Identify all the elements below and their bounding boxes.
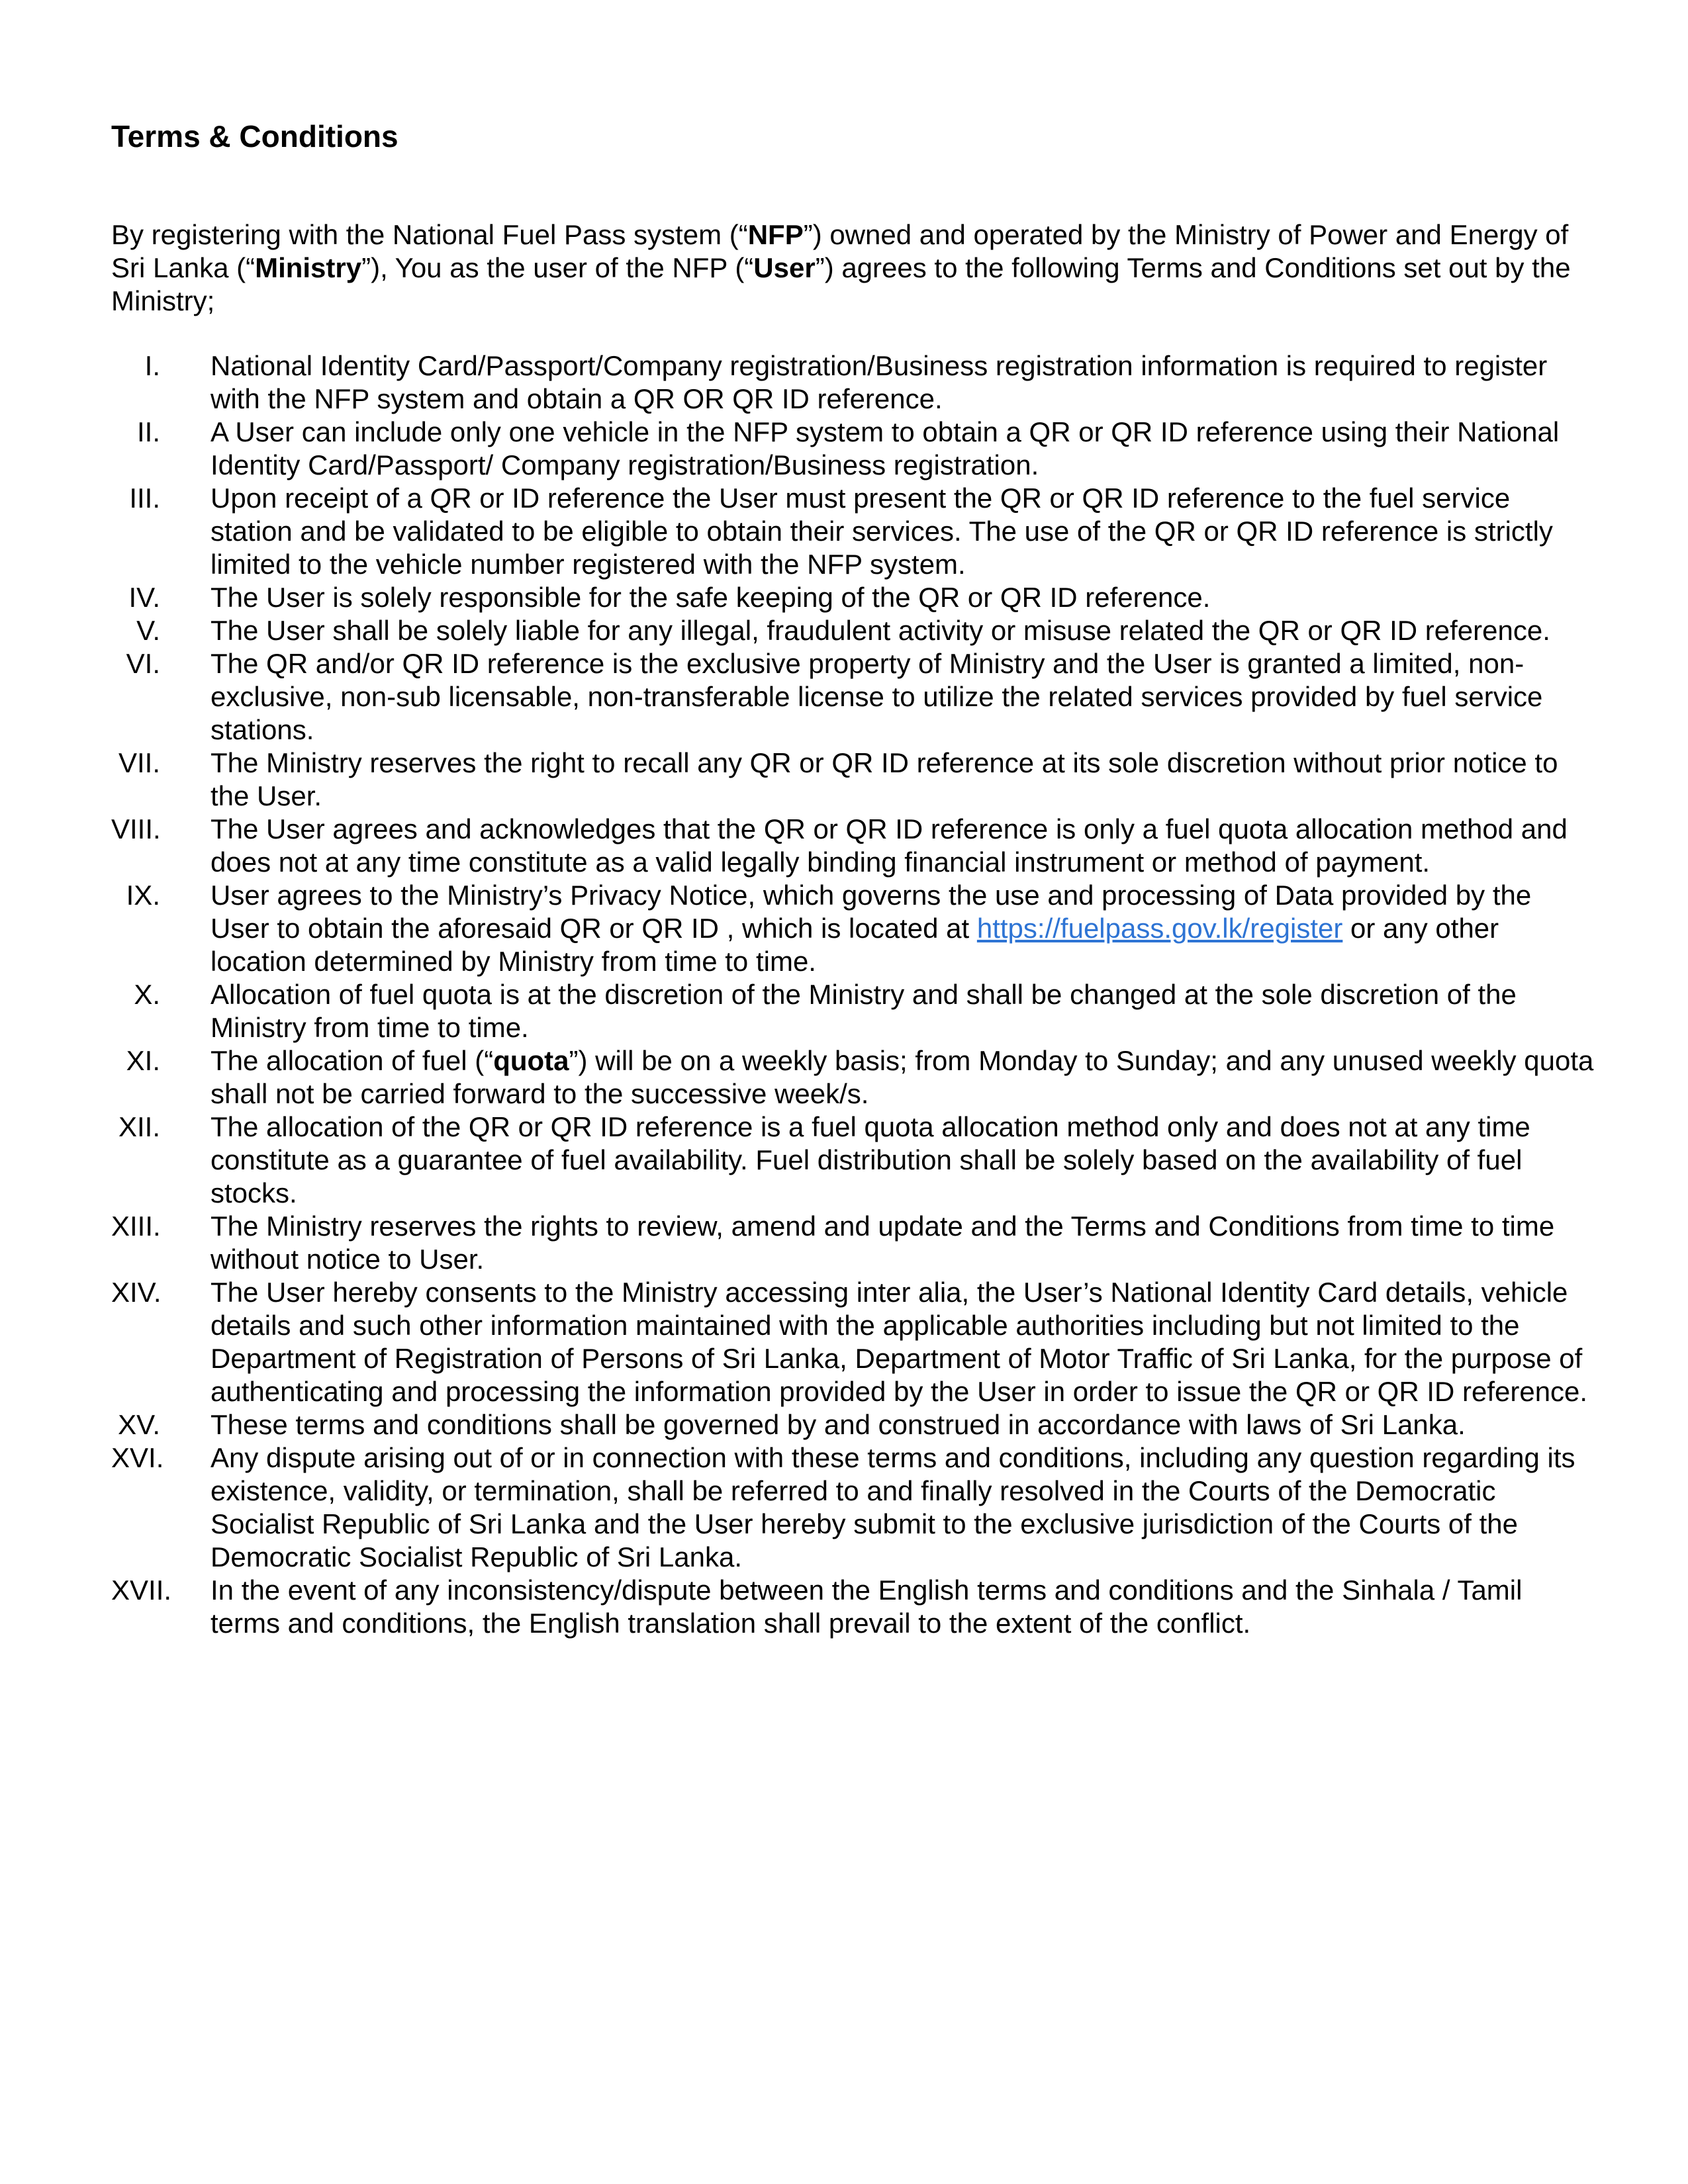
term-text: National Identity Card/Passport/Company registration/Business registration information is required to register with the NFP system and obtain a QR OR QR ID reference. bbox=[211, 350, 1548, 414]
term-text: The User shall be solely liable for any illegal, fraudulent activity or misuse related the QR or QR ID reference. bbox=[211, 615, 1550, 646]
term-item bbox=[111, 482, 1594, 581]
term-item bbox=[111, 1441, 1594, 1574]
intro-paragraph bbox=[111, 218, 1594, 318]
term-number: IX. bbox=[126, 880, 160, 911]
term-text-before-link: User agrees to the Ministry’s Privacy Notice, which governs the use and processing of Data provided by the User to obtain the aforesaid QR or QR ID , which is located at bbox=[211, 880, 1532, 944]
term-number: X. bbox=[134, 979, 160, 1010]
term-number: V. bbox=[136, 615, 160, 646]
term-number: XV. bbox=[118, 1409, 160, 1440]
term-text bbox=[211, 879, 1594, 978]
term-number: VI. bbox=[126, 648, 160, 679]
term-text: In the event of any inconsistency/dispute between the English terms and conditions and the Sinhala / Tamil terms and conditions, the English translation shall prevail to the extent of the conflict. bbox=[211, 1574, 1523, 1639]
term-item bbox=[111, 614, 1594, 647]
intro-text-2: ”) owned and operated by the Ministry of Power and Energy of Sri Lanka (“ bbox=[111, 219, 1569, 283]
term-text: Upon receipt of a QR or ID reference the User must present the QR or QR ID reference to the fuel service station and be validated to be eligible to obtain their services. The use of the QR or QR ID reference is strictly limited to the vehicle number registered with the NFP system. bbox=[211, 482, 1553, 580]
term-number: II. bbox=[136, 416, 160, 447]
term-text: The Ministry reserves the right to recall any QR or QR ID reference at its sole discretion without prior notice to the User. bbox=[211, 747, 1558, 811]
intro-text-4: ”) agrees to the following Terms and Conditions set out by the Ministry; bbox=[111, 252, 1571, 316]
term-number: IV. bbox=[128, 582, 160, 613]
term-item bbox=[111, 1276, 1594, 1408]
term-number: XVI. bbox=[111, 1442, 164, 1473]
term-item bbox=[111, 581, 1594, 614]
term-text-after-link: or any other location determined by Ministry from time to time. bbox=[211, 913, 1499, 977]
term-item bbox=[111, 1111, 1594, 1210]
term-number: XI. bbox=[126, 1045, 160, 1076]
terms-document bbox=[111, 118, 1594, 1640]
terms-list bbox=[111, 349, 1594, 1640]
term-item bbox=[111, 813, 1594, 879]
term-text: The User is solely responsible for the safe keeping of the QR or QR ID reference. bbox=[211, 582, 1211, 613]
term-text bbox=[211, 1044, 1594, 1111]
intro-term-user: User bbox=[753, 252, 816, 283]
intro-term-nfp: NFP bbox=[747, 219, 804, 250]
term-number: VII. bbox=[118, 747, 160, 778]
term-text: These terms and conditions shall be governed by and construed in accordance with laws of Sri Lanka. bbox=[211, 1409, 1466, 1440]
term-item bbox=[111, 349, 1594, 416]
term-bold-quota: quota bbox=[493, 1045, 569, 1076]
term-item bbox=[111, 747, 1594, 813]
intro-term-ministry: Ministry bbox=[255, 252, 362, 283]
term-item bbox=[111, 1044, 1594, 1111]
term-item bbox=[111, 978, 1594, 1044]
term-text: The allocation of the QR or QR ID reference is a fuel quota allocation method only and does not at any time constitute as a guarantee of fuel availability. Fuel distribution shall be solely based on the availability of fuel stocks. bbox=[211, 1111, 1530, 1208]
term-item bbox=[111, 1408, 1594, 1441]
term-number: XII. bbox=[118, 1111, 160, 1142]
term-text: The QR and/or QR ID reference is the exclusive property of Ministry and the User is granted a limited, non-exclusive, non-sub licensable, non-transferable license to utilize the related services provided by fuel service stations. bbox=[211, 648, 1543, 745]
term-number: XVII. bbox=[111, 1574, 172, 1606]
term-number: XIII. bbox=[111, 1210, 161, 1242]
intro-text-1: By registering with the National Fuel Pass system (“ bbox=[111, 219, 748, 250]
term-text: Allocation of fuel quota is at the discretion of the Ministry and shall be changed at the sole discretion of the Ministry from time to time. bbox=[211, 979, 1517, 1043]
intro-text-3: ”), You as the user of the NFP (“ bbox=[361, 252, 754, 283]
term-number: XIV. bbox=[111, 1277, 162, 1308]
term-text: A User can include only one vehicle in the NFP system to obtain a QR or QR ID reference using their National Identity Card/Passport/ Company registration/Business registration. bbox=[211, 416, 1560, 480]
term-number: VIII. bbox=[111, 813, 161, 844]
privacy-notice-link[interactable]: https://fuelpass.gov.lk/register bbox=[976, 913, 1343, 944]
term-text-before-bold: The allocation of fuel (“ bbox=[211, 1045, 494, 1076]
term-number: III. bbox=[129, 482, 160, 514]
term-number: I. bbox=[144, 350, 160, 381]
term-item bbox=[111, 1574, 1594, 1640]
document-title: Terms & Conditions bbox=[111, 119, 399, 154]
term-text: Any dispute arising out of or in connection with these terms and conditions, including any question regarding its existence, validity, or termination, shall be referred to and finally resolved in the Courts of the Democratic Socialist Republic of Sri Lanka and the User hereby submit to the exclusive jurisdiction of the Courts of the Democratic Socialist Republic of Sri Lanka. bbox=[211, 1442, 1575, 1572]
term-item bbox=[111, 879, 1594, 978]
term-text: The Ministry reserves the rights to review, amend and update and the Terms and Conditions from time to time without notice to User. bbox=[211, 1210, 1555, 1275]
term-text: The User agrees and acknowledges that the QR or QR ID reference is only a fuel quota allocation method and does not at any time constitute as a valid legally binding financial instrument or method of payment. bbox=[211, 813, 1568, 878]
term-item bbox=[111, 647, 1594, 747]
term-item bbox=[111, 1210, 1594, 1276]
term-text: The User hereby consents to the Ministry accessing inter alia, the User’s National Identity Card details, vehicle details and such other information maintained with the applicable authorities including but not limited to the Department of Registration of Persons of Sri Lanka, Department of Motor Traffic of Sri Lanka, for the purpose of authenticating and processing the information provided by the User in order to issue the QR or QR ID reference. bbox=[211, 1277, 1588, 1407]
term-text-after-bold: ”) will be on a weekly basis; from Monday to Sunday; and any unused weekly quota shall not be carried forward to the successive week/s. bbox=[211, 1045, 1594, 1109]
term-item bbox=[111, 416, 1594, 482]
